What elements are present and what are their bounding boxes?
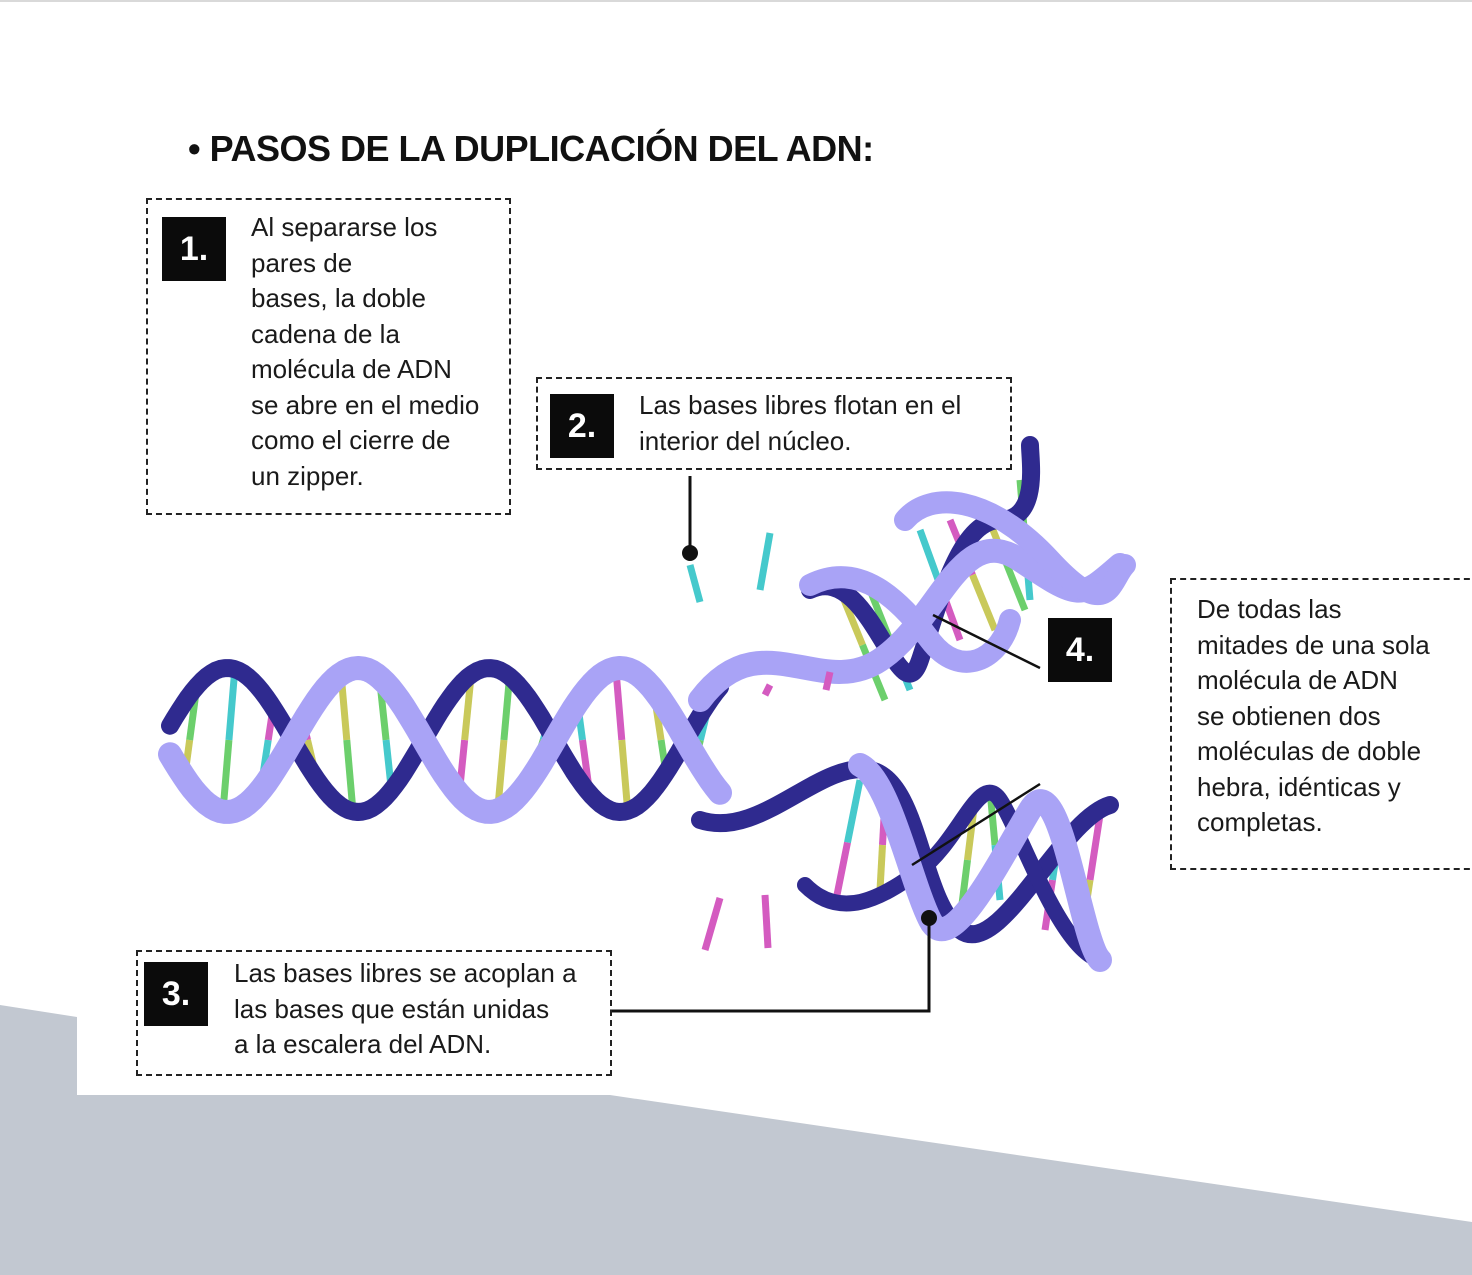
- dna-strands: [170, 445, 1125, 960]
- step-3-text: Las bases libres se acoplan a las bases que están unidas a la escalera del ADN.: [234, 958, 577, 1059]
- step-1-number: 1.: [162, 217, 226, 281]
- free-base: [765, 685, 770, 695]
- step-2-number: 2.: [550, 394, 614, 458]
- base-pair-half: [622, 740, 628, 812]
- page-title: • PASOS DE LA DUPLICACIÓN DEL ADN:: [188, 128, 874, 169]
- base-pair-half: [973, 575, 996, 630]
- base-pair-half: [880, 845, 883, 890]
- step-4-number: 4.: [1048, 618, 1112, 682]
- free-base: [826, 672, 830, 690]
- step-2-box: [536, 377, 1012, 470]
- base-pair-half: [848, 780, 861, 843]
- free-base: [760, 533, 770, 590]
- base-pair-half: [920, 530, 940, 585]
- step-3-box: [136, 950, 612, 1076]
- lower-daughter-helix: [700, 765, 1110, 960]
- free-base: [705, 898, 720, 950]
- step-2-text: Las bases libres flotan en el interior del núcleo.: [639, 390, 962, 456]
- step-1-text: Al separarse los pares de bases, la doble cadena de la molécula de ADN se abre en el medio como el cierre de un zipper.: [251, 212, 480, 491]
- step-1-box: [146, 198, 511, 515]
- step-4-text: De todas las mitades de una sola molécula de ADN se obtienen dos moléculas de doble hebra, idénticas y completas.: [1197, 594, 1430, 837]
- base-pair-half: [347, 740, 353, 809]
- free-base: [690, 565, 700, 602]
- base-pair-half: [229, 668, 235, 740]
- step-4-box: [1170, 578, 1472, 870]
- step-3-number: 3.: [144, 962, 208, 1026]
- free-base: [765, 895, 768, 948]
